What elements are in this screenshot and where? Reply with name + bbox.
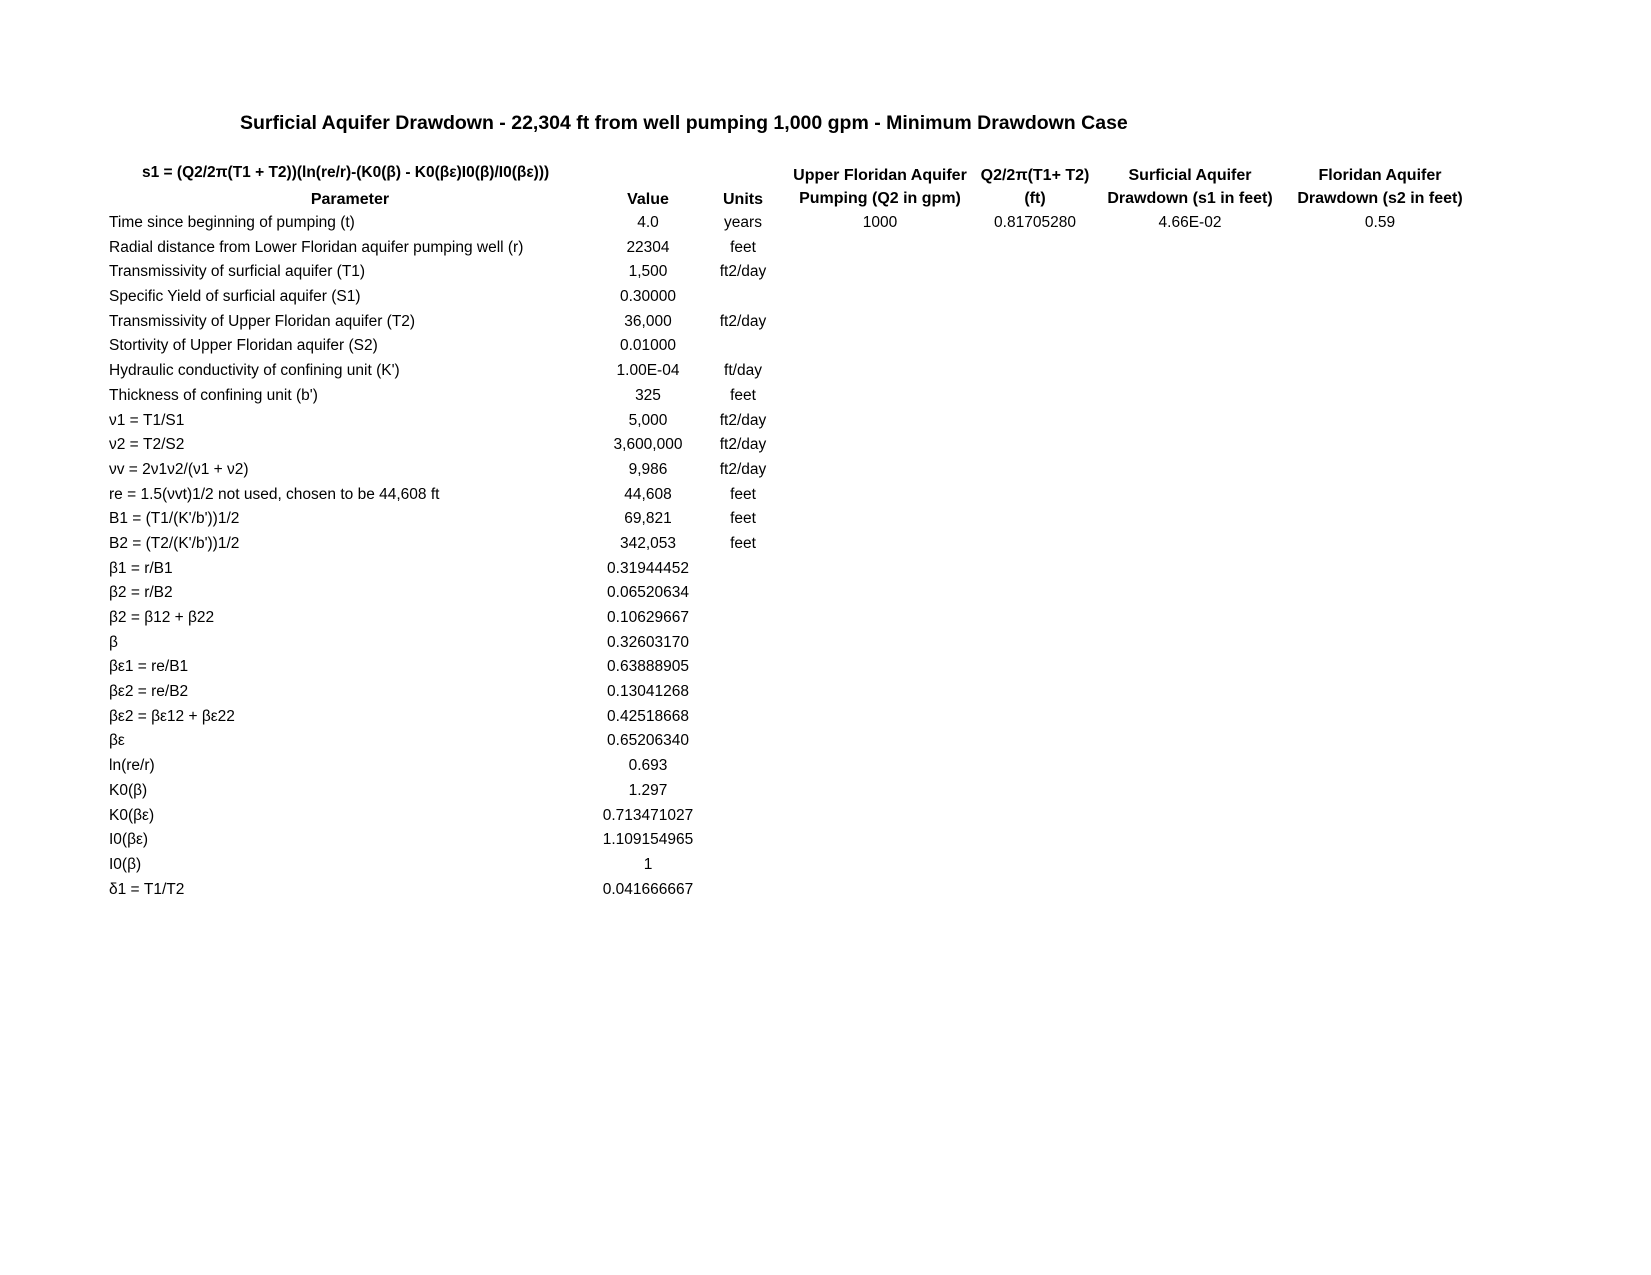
table-row <box>0 557 1651 582</box>
table-row <box>0 729 1651 754</box>
parameter-name: I0(β) <box>109 855 142 873</box>
parameter-name: Transmissivity of Upper Floridan aquifer (T2) <box>109 312 416 330</box>
parameter-name: K0(β) <box>109 781 148 799</box>
header-s1-line1: Surficial Aquifer <box>1128 167 1252 184</box>
parameter-name: Thickness of confining unit (b') <box>109 386 318 404</box>
header-pumping-line1: Upper Floridan Aquifer <box>793 167 967 184</box>
parameter-value: 3,600,000 <box>613 436 683 454</box>
header-coefficient-line2: (ft) <box>1024 190 1046 207</box>
table-row <box>0 878 1651 903</box>
table-row <box>0 483 1651 508</box>
parameter-name: B2 = (T2/(K'/b'))1/2 <box>109 534 240 552</box>
parameter-name: βε <box>109 732 125 750</box>
parameter-name: νv = 2ν1ν2/(ν1 + ν2) <box>109 460 249 478</box>
parameter-name: ν2 = T2/S2 <box>109 436 185 454</box>
header-parameter: Parameter <box>310 191 390 208</box>
parameter-name: βε2 = βε12 + βε22 <box>109 707 235 725</box>
parameter-value: 0.63888905 <box>607 658 689 676</box>
table-row <box>0 458 1651 483</box>
parameter-units: ft2/day <box>719 436 767 454</box>
parameter-name: B1 = (T1/(K'/b'))1/2 <box>109 510 240 528</box>
table-row <box>0 409 1651 434</box>
parameter-value: 0.01000 <box>619 337 677 355</box>
parameter-value: 0.041666667 <box>602 880 694 898</box>
parameter-value: 0.30000 <box>619 288 677 306</box>
table-row <box>0 507 1651 532</box>
parameter-value: 69,821 <box>624 510 672 528</box>
table-row <box>0 804 1651 829</box>
parameter-value: 0.10629667 <box>607 609 689 626</box>
parameter-value: 0.32603170 <box>607 633 689 651</box>
header-coefficient-line1: Q2/2π(T1+ T2) <box>980 167 1090 184</box>
parameter-name: δ1 = T1/T2 <box>109 880 185 898</box>
parameter-name: Stortivity of Upper Floridan aquifer (S2) <box>109 337 378 355</box>
parameter-units: feet <box>730 510 756 528</box>
parameter-units: feet <box>730 534 756 552</box>
parameter-units: feet <box>730 238 756 256</box>
table-row <box>0 828 1651 853</box>
parameter-value: 0.31944452 <box>607 559 689 577</box>
header-value: Value <box>627 191 669 208</box>
parameter-table <box>0 211 1651 902</box>
parameter-units: feet <box>730 386 756 404</box>
table-row <box>0 581 1651 606</box>
parameter-name: Radial distance from Lower Floridan aquifer pumping well (r) <box>109 238 524 256</box>
parameter-units: ft2/day <box>719 411 767 429</box>
header-s1-line2: Drawdown (s1 in feet) <box>1107 190 1273 207</box>
header-pumping-line2: Pumping (Q2 in gpm) <box>799 190 961 207</box>
parameter-name: Specific Yield of surficial aquifer (S1) <box>109 288 361 306</box>
result-s1-drawdown: 4.66E-02 <box>1158 214 1222 231</box>
parameter-value: 44,608 <box>624 485 672 503</box>
table-row <box>0 310 1651 335</box>
table-row <box>0 705 1651 730</box>
parameter-value: 9,986 <box>628 460 668 478</box>
table-row <box>0 532 1651 557</box>
parameter-value: 1.297 <box>628 781 668 799</box>
parameter-name: β2 = β12 + β22 <box>109 609 215 626</box>
result-s2-drawdown: 0.59 <box>1364 214 1396 231</box>
parameter-value: 0.13041268 <box>607 683 689 701</box>
parameter-value: 0.713471027 <box>602 806 694 824</box>
parameter-name: ν1 = T1/S1 <box>109 411 185 429</box>
table-row <box>0 236 1651 261</box>
parameter-name: Transmissivity of surficial aquifer (T1) <box>109 263 366 281</box>
parameter-units: ft2/day <box>719 263 767 281</box>
parameter-name: re = 1.5(νvt)1/2 not used, chosen to be 44,608 ft <box>109 485 440 503</box>
parameter-name: Hydraulic conductivity of confining unit (K') <box>109 362 400 380</box>
table-row <box>0 754 1651 779</box>
parameter-value: 1.109154965 <box>602 831 694 849</box>
result-pumping: 1000 <box>862 214 898 231</box>
header-s2-line2: Drawdown (s2 in feet) <box>1297 190 1463 207</box>
page-title: Surficial Aquifer Drawdown - 22,304 ft from well pumping 1,000 gpm - Minimum Drawdown Case <box>240 112 1128 134</box>
drawdown-formula: s1 = (Q2/2π(T1 + T2))(ln(re/r)-(K0(β) - K0(βε)I0(β)/I0(βε))) <box>142 164 550 181</box>
parameter-value: 5,000 <box>628 411 668 429</box>
table-row <box>0 334 1651 359</box>
table-row <box>0 853 1651 878</box>
table-row <box>0 680 1651 705</box>
parameter-value: 0.06520634 <box>607 584 689 602</box>
parameter-value: 325 <box>635 386 661 404</box>
table-row <box>0 285 1651 310</box>
table-row <box>0 631 1651 656</box>
result-coefficient: 0.81705280 <box>994 214 1076 231</box>
table-row <box>0 384 1651 409</box>
parameter-units: ft2/day <box>719 312 767 330</box>
table-row <box>0 211 1651 236</box>
parameter-units: ft/day <box>724 362 762 380</box>
parameter-units: years <box>724 214 762 231</box>
table-row <box>0 433 1651 458</box>
parameter-name: βε1 = re/B1 <box>109 658 189 676</box>
parameter-value: 22304 <box>626 238 670 256</box>
parameter-name: βε2 = re/B2 <box>109 683 189 701</box>
parameter-name: K0(βε) <box>109 806 155 824</box>
table-row <box>0 655 1651 680</box>
parameter-name: β <box>109 633 118 651</box>
parameter-value: 0.42518668 <box>607 707 689 725</box>
parameter-value: 0.693 <box>628 757 668 775</box>
parameter-units: feet <box>730 485 756 503</box>
parameter-value: 4.0 <box>637 214 659 231</box>
header-units: Units <box>723 191 763 208</box>
header-s2-line1: Floridan Aquifer <box>1318 167 1442 184</box>
parameter-name: Time since beginning of pumping (t) <box>109 214 355 231</box>
parameter-value: 36,000 <box>624 312 672 330</box>
table-row <box>0 359 1651 384</box>
table-row <box>0 779 1651 804</box>
parameter-units: ft2/day <box>719 460 767 478</box>
parameter-name: β1 = r/B1 <box>109 559 173 577</box>
parameter-value: 1.00E-04 <box>616 362 680 380</box>
parameter-value: 1,500 <box>628 263 668 281</box>
parameter-name: β2 = r/B2 <box>109 584 173 602</box>
parameter-name: I0(βε) <box>109 831 149 849</box>
parameter-value: 0.65206340 <box>607 732 689 750</box>
parameter-value: 342,053 <box>619 534 677 552</box>
parameter-name: ln(re/r) <box>109 757 155 775</box>
table-row <box>0 606 1651 631</box>
parameter-value: 1 <box>643 855 653 873</box>
table-row <box>0 260 1651 285</box>
